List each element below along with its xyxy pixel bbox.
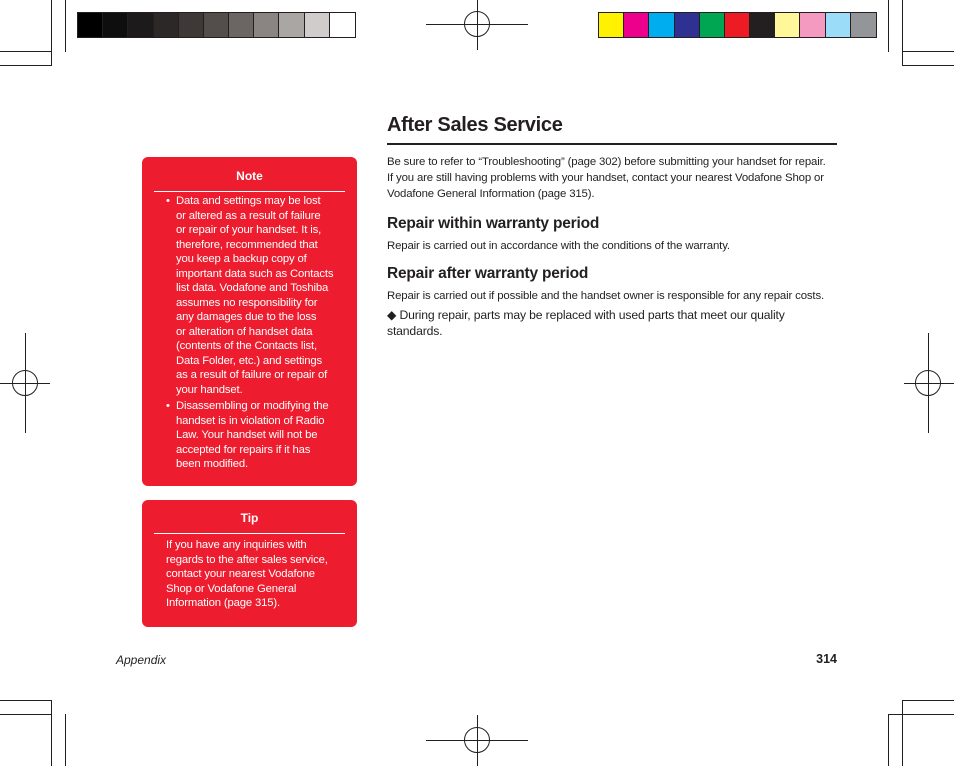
color-swatch <box>826 13 851 37</box>
note-box <box>142 157 357 486</box>
text-line: you keep a backup copy of <box>176 253 307 265</box>
gray-swatch <box>204 13 229 37</box>
note-bullet-2: • Disassembling or modifying the handset is in violation of Radio Law. Your handset will not be accepted for repairs if it has been modified. <box>166 399 346 472</box>
gray-swatch <box>330 13 355 37</box>
text-line: therefore, recommended that <box>176 238 318 251</box>
intro-line: Vodafone General Information (page 315). <box>387 188 595 201</box>
text-line: any damages due to the loss <box>176 311 317 323</box>
footer-section-label: Appendix <box>116 653 167 667</box>
gray-swatch <box>103 13 128 37</box>
text-line: Data Folder, etc.) and settings <box>176 354 323 367</box>
used-parts-note-text: During repair, parts may be replaced with used parts that meet our quality standards. <box>387 308 785 339</box>
process-color-bar <box>598 12 877 38</box>
color-swatch <box>624 13 649 37</box>
color-swatch <box>750 13 775 37</box>
repair-within-warranty-text: Repair is carried out in accordance with the conditions of the warranty. <box>387 240 730 252</box>
text-line: Disassembling or modifying the <box>176 400 329 412</box>
tip-box <box>142 500 357 627</box>
text-line: contact your nearest Vodafone <box>166 568 315 580</box>
text-line: Information (page 315). <box>166 597 280 609</box>
color-swatch <box>700 13 725 37</box>
gray-swatch <box>279 13 304 37</box>
note-bullets <box>166 194 346 472</box>
text-line: accepted for repairs if it has <box>176 443 311 456</box>
text-line: Shop or Vodafone General <box>166 582 297 595</box>
color-swatch <box>649 13 674 37</box>
heading-repair-within-warranty: Repair within warranty period <box>387 215 600 232</box>
color-swatch <box>599 13 624 37</box>
note-bullet-1: • Data and settings may be lost or altered as a result of failure or repair of your handset. It is, therefore, recommended that you keep a backup copy of important data such as Contacts list data. Vodafone and Toshiba assumes no responsibility for any damages due to the loss or alteration of handset data (contents of the Contacts list, Data Folder, etc.) and settings as a result of failure or repair of your handset. <box>166 194 346 397</box>
text-line: regards to the after sales service, <box>166 553 328 566</box>
diamond-icon: ◆ <box>387 308 397 322</box>
repair-after-warranty-text: Repair is carried out if possible and the handset owner is responsible for any repair costs. <box>387 290 824 302</box>
intro-line: Be sure to refer to “Troubleshooting” (page 302) before submitting your handset for repair. <box>387 156 826 168</box>
page-number: 314 <box>816 652 837 666</box>
gray-swatch <box>229 13 254 37</box>
grayscale-color-bar <box>77 12 356 38</box>
color-swatch <box>851 13 876 37</box>
color-swatch <box>675 13 700 37</box>
text-line: list data. Vodafone and Toshiba <box>176 282 329 294</box>
tip-text <box>166 538 346 611</box>
used-parts-note <box>387 307 837 339</box>
text-line: as a result of failure or repair of <box>176 369 328 381</box>
color-swatch <box>725 13 750 37</box>
tip-title: Tip <box>154 503 345 534</box>
text-line: handset is in violation of Radio <box>176 414 325 427</box>
gray-swatch <box>154 13 179 37</box>
text-line: or repair of your handset. It is, <box>176 224 322 236</box>
text-line: important data such as Contacts <box>176 267 334 280</box>
text-line: Law. Your handset will not be <box>176 429 318 441</box>
note-title: Note <box>154 161 345 192</box>
text-line: If you have any inquiries with <box>166 539 307 551</box>
text-line: been modified. <box>176 458 249 470</box>
text-line: your handset. <box>176 383 243 396</box>
intro-paragraph <box>387 154 837 203</box>
text-line: Data and settings may be lost <box>176 195 321 207</box>
text-line: (contents of the Contacts list, <box>176 340 318 352</box>
intro-line: If you are still having problems with your handset, contact your nearest Vodafone Shop or <box>387 172 824 185</box>
gray-swatch <box>179 13 204 37</box>
gray-swatch <box>305 13 330 37</box>
gray-swatch <box>78 13 103 37</box>
text-line: or alteration of handset data <box>176 325 313 338</box>
text-line: or altered as a result of failure <box>176 209 321 222</box>
page-title: After Sales Service <box>387 114 563 136</box>
color-swatch <box>800 13 825 37</box>
gray-swatch <box>254 13 279 37</box>
text-line: assumes no responsibility for <box>176 296 318 309</box>
heading-repair-after-warranty: Repair after warranty period <box>387 265 589 282</box>
title-underline <box>387 143 837 145</box>
color-swatch <box>775 13 800 37</box>
gray-swatch <box>128 13 153 37</box>
